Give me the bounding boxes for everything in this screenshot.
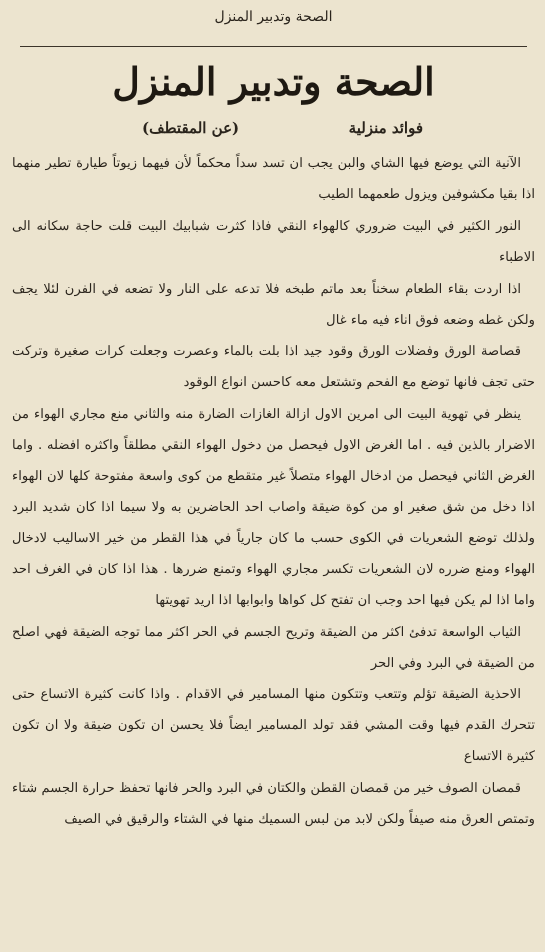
paragraph-shoes: الاحذية الضيقة تؤلم وتتعب وتتكون منها المسامير في الاقدام . واذا كانت كثيرة الاتساع حتى تتحرك القدم فيها وقت المشي فقد تولد المسامير ايضاً فلا يحسن ان تكون ضيقة ولا ان تكون كثيرة الاتساع [12,687,535,765]
paragraph-paper-fuel: قصاصة الورق وفضلات الورق وقود جيد اذا بلت بالماء وعصرت وجعلت كرات صغيرة وتركت حتى تجف فانها توضع مع الفحم وتشتعل معه كاحسن انواع الوقود [12,344,535,391]
paragraph-keep-food-warm: اذا اردت بقاء الطعام سخناً بعد ماتم طبخه فلا تدعه على النار ولا تضعه في الفرن لئلا يجف ولكن غطه وضعه فوق اناء فيه ماء غال [12,281,535,328]
paragraph-ventilation: ينظر في تهوية البيت الى امرين الاول ازالة الغازات الضارة منه والثاني منع مجاري الهواء من الاضرار بالذين فيه . اما الغرض الاول فيحصل من دخول الهواء النقي مطلقاً واكثره افضله . واما الغرض الثاني فيحصل من ادخال الهواء متصلاً غير متقطع من كوى واسعة مفتوحة كلها لان الهواء اذا دخل من شق صغير او من كوة ضيقة واصاب احد الحاضرين به ولا سيما اذا كان شديد البرد ولذلك توضع الشعريات في الكوى حسب ما كان جارياً في هذا القطر من خير الاساليب لادخال الهواء ومنع ضرره لان الشعريات تكسر مجاري الهواء وتمنع ضررها . هذا اذا كان في الغرف احد واما اذا لم يكن فيها احد وجب ان تفتح كل كواها وابوابها اذا اريد تهويتها [12,407,535,608]
source-attribution: (عن المقتطف) [142,119,240,137]
header-rule [20,46,527,47]
paragraph-loose-clothes: الثياب الواسعة تدفئ اكثر من الضيقة وتريح الجسم في الحر اكثر مما توجه الضيقة فهي اصلح من الضيقة في البرد وفي الحر [12,624,535,671]
section-heading: فوائد منزلية [348,119,423,137]
paragraph-wool-shirts: قمصان الصوف خير من قمصان القطن والكتان في البرد والحر فانها تحفظ حرارة الجسم شتاء وتمتص العرق منه صيفاً ولكن لابد من لبس السميك منها في الشتاء والرقيق في الصيف [12,781,535,828]
article-body [12,149,535,836]
article-title: الصحة وتدبير المنزل [112,59,435,104]
subheading-row [12,111,535,145]
paragraph-light: النور الكثير في البيت ضروري كالهواء النقي فاذا كثرت شبابيك البيت قلت حاجة سكانه الى الاطباء [12,218,535,265]
running-head: الصحة وتدبير المنزل [214,9,333,25]
paragraph-tea-coffee: الآنية التي يوضع فيها الشاي والبن يجب ان تسد سداً محكماً لأن فيهما زيوتاً طيارة تطير منهما اذا بقيا مكشوفين ويزول طعمهما الطيب [12,156,535,202]
